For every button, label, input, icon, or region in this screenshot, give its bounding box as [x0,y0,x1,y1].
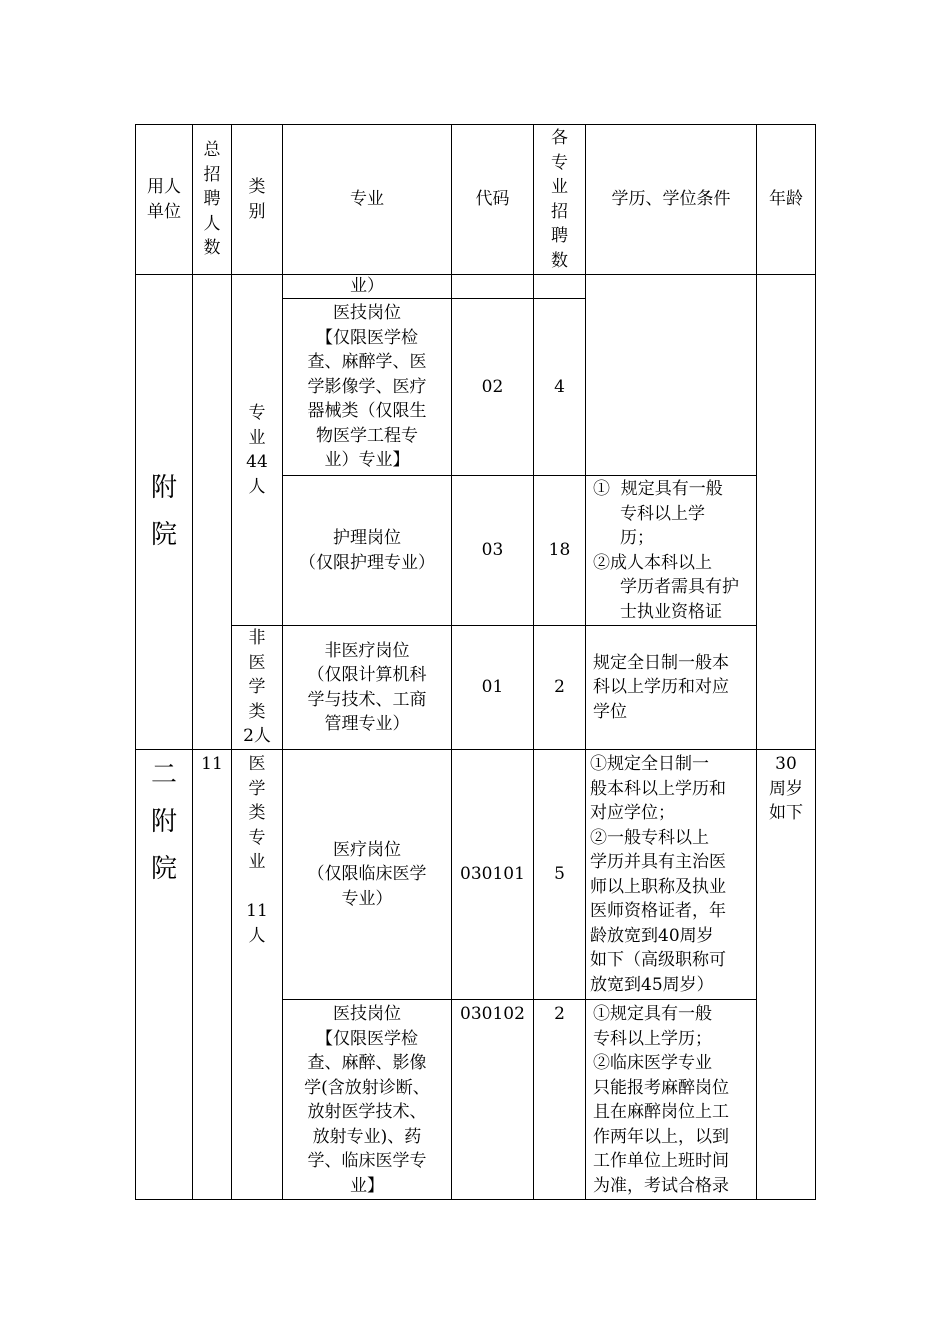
code-medical [452,750,533,999]
header-major [283,125,451,274]
code-nursing [452,476,533,625]
code-tech-erfuyuan-text: 030102 [460,1004,525,1024]
age-erfuyuan [757,752,815,1199]
major-tech-fuyuan-text: 医技岗位 【仅限医学检 查、麻醉学、医 学影像学、医疗 器械类（仅限生 物医学工程专 业）专业】 [307,303,427,471]
header-category [232,125,282,274]
major-tech-erfuyuan [283,1002,451,1199]
category-erfuyuan [232,752,282,1199]
major-non-medical-text: 非医疗岗位 （仅限计算机科 学与技术、工商 管理专业） [307,640,427,734]
count-nursing-text: 18 [548,540,571,561]
education-tech-erfuyuan [593,1002,756,1199]
count-medical [534,750,585,999]
header-total [193,125,231,274]
unit-fuyuan [136,275,192,749]
category-erfuyuan-text: 医 学 类 专 业 11 人 [246,754,268,946]
code-tech-erfuyuan [452,1002,533,1199]
header-category-text: 类 别 [248,177,266,222]
unit-erfuyuan [136,752,192,1199]
major-tech-fuyuan [283,299,451,475]
major-medical-text: 医疗岗位 （仅限临床医学 专业） [307,839,427,909]
category-non-medical [232,626,282,749]
count-medical-text: 5 [554,864,565,885]
major-continuation [283,275,451,298]
header-age [757,125,815,274]
header-code-text: 代码 [475,189,510,210]
education-non-medical [593,626,756,749]
category-professional-text: 专 业 44 人 [246,403,268,497]
major-continuation-text: 业） [350,276,384,297]
total-erfuyuan [193,752,231,1199]
header-code [452,125,533,274]
code-non-medical-text: 01 [481,677,504,698]
header-education-text: 学历、学位条件 [611,189,731,210]
age-erfuyuan-text: 30 周岁 如下 [769,754,803,823]
code-non-medical [452,626,533,749]
category-professional [232,275,282,625]
major-nursing [283,476,451,625]
header-per-major [534,125,585,274]
major-medical [283,750,451,999]
count-nursing [534,476,585,625]
header-per-major-text: 各 专 业 招 聘 数 [551,128,568,271]
header-unit [136,125,192,274]
count-non-medical-text: 2 [554,677,565,698]
category-non-medical-text: 非 医 学 类 2人 [243,628,271,747]
major-nursing-text: 护理岗位 （仅限护理专业） [299,528,435,573]
education-nursing-text: ① 规定具有一般 专科以上学 历； ②成人本科以上 学历者需具有护 士执业资格证 [593,479,740,622]
header-age-text: 年龄 [769,189,803,210]
major-non-medical [283,626,451,749]
major-tech-erfuyuan-text: 医技岗位 【仅限医学检 查、麻醉、影像 学(含放射诊断、 放射医学技术、 放射专业)、药 学、临床医学专 业】 [304,1004,430,1196]
education-medical [590,752,756,999]
education-nursing [593,476,756,625]
count-tech-erfuyuan [534,1002,585,1199]
code-tech-fuyuan [452,299,533,475]
header-total-text: 总 招 聘 人 数 [203,140,221,259]
education-non-medical-text: 规定全日制一般本 科以上学历和对应 学位 [593,652,729,722]
count-tech-erfuyuan-text: 2 [554,1004,565,1024]
total-erfuyuan-text: 11 [201,754,223,774]
code-medical-text: 030101 [460,864,525,885]
code-nursing-text: 03 [481,540,504,561]
count-tech-fuyuan [534,299,585,475]
count-tech-fuyuan-text: 4 [554,376,565,397]
education-tech-erfuyuan-text: ①规定具有一般 专科以上学历； ②临床医学专业 只能报考麻醉岗位 且在麻醉岗位上工 作两年以上，以到 工作单位上班时间 为准，考试合格录 [593,1004,729,1196]
header-unit-text: 用人 单位 [147,177,181,222]
education-medical-text: ①规定全日制一 般本科以上学历和 对应学位； ②一般专科以上 学历并具有主治医 师以上职称及执业 医师资格证者，年 龄放宽到40周岁 如下（高级职称可 放宽到45周岁） [590,754,726,995]
header-education [586,125,756,274]
unit-fuyuan-text: 附 院 [150,473,177,550]
header-major-text: 专业 [350,189,384,210]
unit-erfuyuan-text: 二 附 院 [150,760,177,884]
code-tech-fuyuan-text: 02 [481,376,504,397]
count-non-medical [534,626,585,749]
